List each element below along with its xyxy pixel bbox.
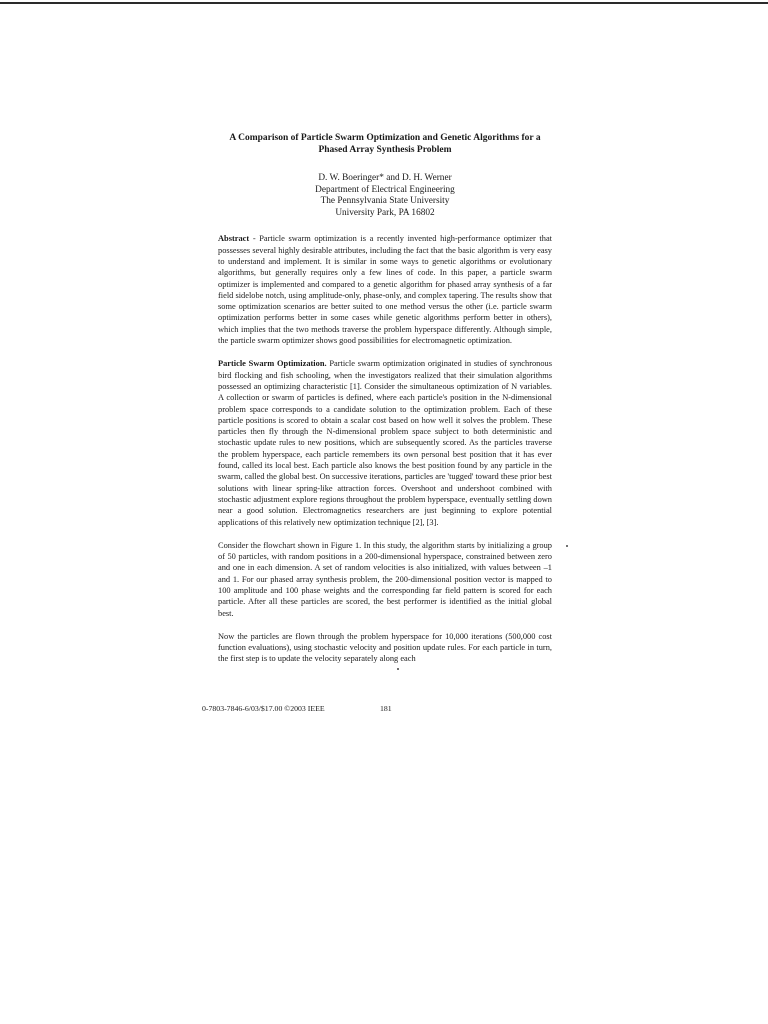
author-location: University Park, PA 16802	[335, 207, 435, 218]
abstract-heading: Abstract	[218, 234, 250, 244]
author-department: Department of Electrical Engineering	[315, 184, 455, 195]
author-block	[218, 173, 552, 219]
copyright-footer: 0-7803-7846-6/03/$17.00 ©2003 IEEE	[202, 704, 325, 713]
abstract-body: - Particle swarm optimization is a recently invented high-performance optimizer that possesses several highly desirable attributes, including the fact that the basic algorithm is very easy to understand and implement. It is similar in some ways to genetic algorithms or evolutionary algorithms, but generally requires only a few lines of code. In this paper, a particle swarm optimizer is implemented and compared to a genetic algorithm for phased array synthesis of a far field sidelobe notch, using amplitude-only, phase-only, and complex tapering. The results show that some optimization scenarios are better suited to one method versus the other (i.e. particle swarm optimization performs better in some cases while genetic algorithms perform better in others), which implies that the two methods traverse the problem hyperspace differently. Although simple, the particle swarm optimizer shows good possibilities for electromagnetic optimization.	[218, 234, 552, 346]
paper-title: A Comparison of Particle Swarm Optimization and Genetic Algorithms for a Phased Array Synthesis Problem	[229, 133, 541, 155]
section-heading: Particle Swarm Optimization.	[218, 359, 327, 369]
body-paragraph-2: Consider the flowchart shown in Figure 1. In this study, the algorithm starts by initializing a group of 50 particles, with random positions in a 200-dimensional hyperspace, constrained between zero and one in each dimension. A set of random velocities is also initialized, with values between –1 and 1. For our phased array synthesis problem, the 200-dimensional position vector is mapped to 100 amplitude and 100 phase weights and the corresponding far field pattern is scored for each particle. After all these particles are scored, the best performer is identified as the initial global best.	[218, 540, 552, 618]
scan-speck	[566, 545, 568, 547]
author-names: D. W. Boeringer* and D. H. Werner	[318, 173, 452, 183]
abstract-paragraph	[218, 233, 552, 346]
scan-speck	[397, 668, 399, 670]
section-body: Particle swarm optimization originated in studies of synchronous bird flocking and fish schooling, when the investigators realized that their simulation algorithms possessed an optimizing characteristic [1]. Consider the simultaneous optimization of N variables. A collection or swarm of particles is defined, where each particle's position in the N-dimensional problem space corresponds to a candidate solution to the optimization problem. Each of these particle positions is scored to obtain a scalar cost based on how well it solves the problem. These particles then fly through the N-dimensional problem space subject to both deterministic and stochastic update rules to new positions, which are subsequently scored. As the particles traverse the problem hyperspace, each particle remembers its own personal best position that it has ever found, called its local best. Each particle also knows the best position found by any particle in the swarm, called the global best. On successive iterations, particles are 'tugged' toward these prior best solutions with linear spring-like attraction forces. Overshoot and undershoot combined with stochastic adjustment explore regions throughout the problem hyperspace, eventually settling down near a good solution. Electromagnetics researchers are just beginning to explore potential applications of this relatively new optimization technique [2], [3].	[218, 359, 552, 527]
page-number: 181	[380, 704, 392, 713]
section-paragraph	[218, 358, 552, 527]
author-university: The Pennsylvania State University	[320, 196, 450, 207]
scan-top-border	[0, 2, 768, 4]
paper-page	[218, 120, 552, 665]
body-paragraph-3: Now the particles are flown through the problem hyperspace for 10,000 iterations (500,000 cost function evaluations), using stochastic velocity and position update rules. For each particle in turn, the first step is to update the velocity separately along each	[218, 631, 552, 664]
